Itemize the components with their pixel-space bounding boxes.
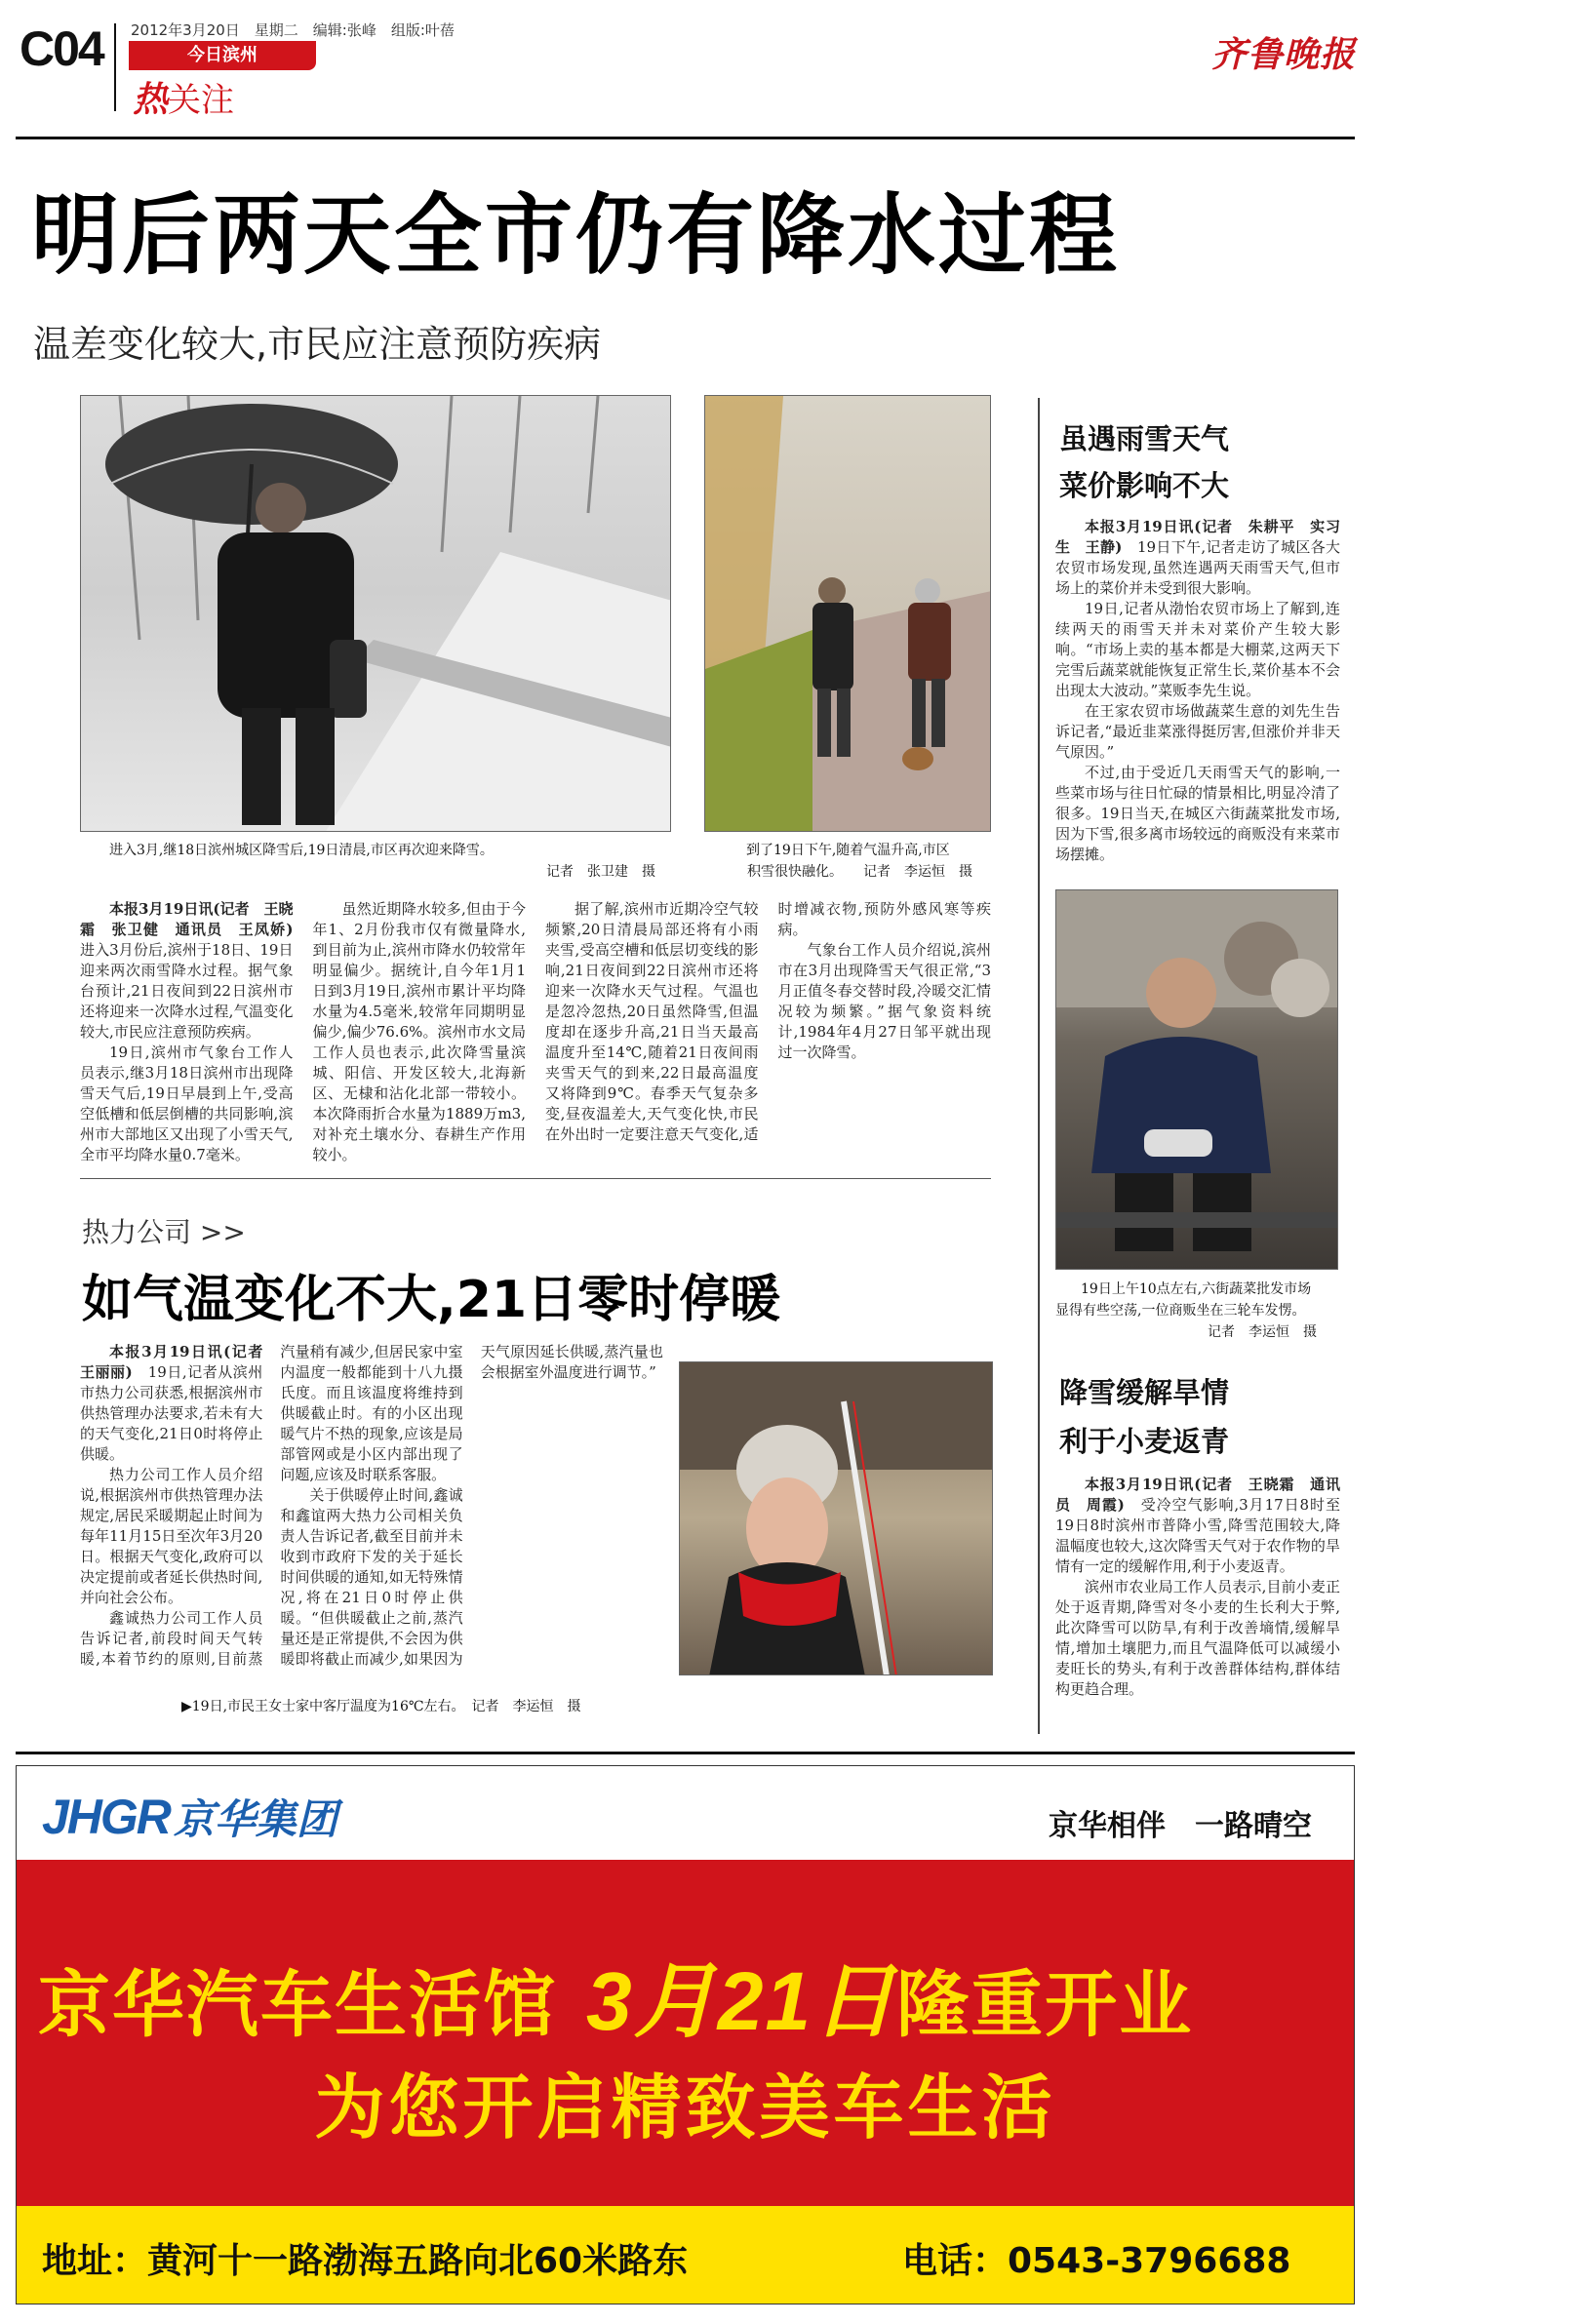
photo3-caption: ▶19日,市民王女士家中客厅温度为16℃左右。 记者 李运恒 摄 [181,1699,581,1714]
content-bottom-rule [16,1752,1355,1754]
main-subhead: 温差变化较大,市民应注意预防疾病 [33,323,602,366]
second-body-paragraph: 关于供暖停止时间,鑫诚和鑫谊两大热力公司相关负责人告诉记者,截至目前并未收到市政府下发的关于延长时间供暖的通知,如无特殊情况,将在21日0时停止供暖。“但供暖截止之前,蒸汽量还是正常提供,不会因为供暖即将截止而减少,如果因为天气原因延长供暖,蒸汽量也会根据室外温度进行调节。” [280,1343,663,1668]
photo-snow-umbrella [80,395,671,832]
vendor-scene-illustration [1056,890,1338,1270]
sidebar-divider [1038,398,1040,1734]
sidebar-story2-lead: 本报3月19日讯(记者 王晓霜 通讯员 周霞) 受冷空气影响,3月17日8时至19日8时滨州市普降小雪,降雪范围较大,降温幅度也较大,这次降雪天气对于农作物的旱情有一定的缓解作用,利于小麦返青。 [1055,1476,1340,1575]
section-tag: 今日滨州 [129,41,316,70]
masthead-logo: 齐鲁晚报 [1211,34,1357,75]
photo4-caption-line2: 显得有些空荡,一位商贩坐在三轮车发愣。 [1055,1303,1306,1319]
ad-logo-latin: JHGR [42,1790,170,1844]
sidebar-story2-body [1055,1475,1340,1738]
couple-scene-illustration [705,396,991,832]
photo1-caption: 进入3月,继18日滨州城区降雪后,19日清晨,市区再次迎来降雪。 [109,843,494,858]
ad-header [17,1766,1354,1860]
snow-scene-illustration [81,396,671,832]
second-headline: 如气温变化不大,21日零时停暖 [82,1271,781,1329]
ad-logo [42,1788,337,1846]
header-divider-vertical [114,23,116,111]
second-kicker: 热力公司 >> [82,1216,246,1248]
photo-thermometer [679,1361,993,1675]
ad-headline-date: 3月21日 [586,1955,897,2047]
column-name-accent: 热 [133,80,169,120]
sidebar-story1-body [1055,517,1340,880]
sidebar-story1-title-line2: 菜价影响不大 [1059,469,1230,502]
advertisement [16,1765,1355,2304]
sidebar-story2-title-line2: 利于小麦返青 [1059,1425,1230,1458]
ad-address: 地址：黄河十一路渤海五路向北60米路东 [42,2241,689,2281]
ad-contact [17,2206,1354,2304]
main-body-paragraph: 虽然近期降水较多,但由于今年1、2月份我市仅有微量降水,到目前为止,滨州市降水仍较常年明显偏少。据统计,自今年1月1日到3月19日,滨州市累计平均降水量为4.5毫米,较常年同期明显偏少,偏少76.6%。滨州市水文局工作人员也表示,此次降雪量滨城、阳信、开发区较大,北海新区、无棣和沾化北部一带较小。本次降雨折合水量为1889万m3,对补充土壤水分、春耕生产作用较小。 [312,900,526,1163]
ad-headline-part2: 隆重开业 [896,1963,1194,2047]
sidebar-story1-lead: 本报3月19日讯(记者 朱耕平 实习生 王静) 19日下午,记者走访了城区各大农贸市场发现,虽然连遇两天雨雪天气,但市场上的菜价并未受到很大影响。 [1055,518,1340,597]
photo4-caption-line1: 19日上午10点左右,六街蔬菜批发市场 [1081,1281,1312,1297]
photo1-credit: 记者 张卫建 摄 [546,864,655,880]
column-name [133,72,235,120]
page-code: C04 [20,21,103,76]
photo2-caption-line1: 到了19日下午,随着气温升高,市区 [746,843,950,858]
photo-vegetable-vendor [1055,889,1338,1270]
sidebar-story1-paragraph: 不过,由于受近几天雨雪天气的影响,一些菜市场与往日忙碌的情景相比,明显冷清了很多。19日当天,在城区六街蔬菜批发市场,因为下雪,很多离市场较远的商贩没有来菜市场摆摊。 [1055,764,1340,863]
main-body [80,899,991,1167]
column-name-text: 关注 [168,81,235,120]
main-headline: 明后两天全市仍有降水过程 [31,184,1120,287]
sidebar-story1-paragraph: 在王家农贸市场做蔬菜生意的刘先生告诉记者,“最近韭菜涨得挺厉害,但涨价并非天气原因。” [1055,702,1340,761]
main-body-lead: 本报3月19日讯(记者 王晓霜 张卫健 通讯员 王凤娇) 进入3月份后,滨州于18日、19日迎来两次雨雪降水过程。据气象台预计,21日夜间到22日滨州市还将迎来一次降水过程,气温变化较大,市民应注意预防疾病。 [80,900,294,1041]
sidebar-story1-title-line1: 虽遇雨雪天气 [1059,422,1230,455]
ad-phone: 电话：0543-3796688 [902,2241,1291,2281]
photo2-caption-line2: 积雪很快融化。 记者 李运恒 摄 [747,864,972,880]
ad-banner [17,1860,1354,2304]
photo-couple-walking [704,395,991,832]
main-body-paragraph: 19日,滨州市气象台工作人员表示,继3月18日滨州市出现降雪天气后,19日早晨到上午,受高空低槽和低层倒槽的共同影响,滨州市大部地区又出现了小雪天气,全市平均降水量0.7毫米。 [80,1044,294,1163]
sidebar-story2-title-line1: 降雪缓解旱情 [1059,1376,1230,1409]
second-body [80,1342,663,1672]
header-meta: 2012年3月20日 星期二 编辑:张峰 组版:叶蓓 [131,21,455,39]
ad-logo-cn: 京华集团 [173,1795,337,1843]
ad-headline-line1 [38,1936,1193,2054]
second-body-lead: 本报3月19日讯(记者 王丽丽) 19日,记者从滨州市热力公司获悉,根据滨州市供热管理办法要求,若未有大的天气变化,21日0时将停止供暖。 [80,1343,278,1463]
ad-slogan: 京华相伴 一路晴空 [1049,1809,1312,1843]
sidebar-story1-paragraph: 19日,记者从渤怡农贸市场上了解到,连续两天的雨雪天并未对菜价产生较大影响。“市场上卖的基本都是大棚菜,这两天下完雪后蔬菜就能恢复正常生长,菜价基本不会出现太大波动。”菜贩李先生说。 [1055,600,1340,699]
main-body-paragraph: 据了解,滨州市近期冷空气较频繁,20日清晨局部还将有小雨夹雪,受高空槽和低层切变线的影响,21日夜间到22日滨州市还将迎来一次降水天气过程。气温也是忽冷忽热,20日虽然降雪,但温度却在逐步升高,21日当天最高温度升至14℃,随着21日夜间雨夹雪天气的到来,22日最高温度又将降到9℃。春季天气复杂多变,昼夜温差大,天气变化快,市民在外出时一定要注意天气变化,适时增减衣物,预防外感风寒等疾病。 [545,900,991,1143]
ad-headline-part1: 京华汽车生活馆 [38,1963,557,2047]
section-divider [80,1178,991,1179]
thermometer-scene-illustration [680,1362,993,1675]
photo4-credit: 记者 李运恒 摄 [1208,1324,1317,1340]
ad-headline-line2: 为您开启精致美车生活 [314,2067,1056,2148]
main-body-paragraph: 气象台工作人员介绍说,滨州市在3月出现降雪天气很正常,“3月正值冬春交替时段,冷暖交汇情况较为频繁。”据气象资料统计,1984年4月27日邹平就出现过一次降雪。 [777,941,991,1061]
sidebar-story2-paragraph: 滨州市农业局工作人员表示,目前小麦正处于返青期,降雪对冬小麦的生长利大于弊,此次降雪可以防旱,有利于改善墒情,缓解旱情,增加土壤肥力,而且气温降低可以减缓小麦旺长的势头,有利于改善群体结构,群体结构更趋合理。 [1055,1578,1340,1698]
second-body-paragraph: 鑫诚热力公司工作人员告诉记者,前段时间天气转暖,本着节约的原则,目前蒸汽量稍有减少,但居民家中室内温度一般都能到十八九摄氏度。而且该温度将维持到供暖截止时。有的小区出现暖气片不热的现象,应该是局部管网或是小区内部出现了问题,应该及时联系客服。 [80,1343,463,1668]
second-body-paragraph: 热力公司工作人员介绍说,根据滨州市供热管理办法规定,居民采暖期起止时间为每年11月15日至次年3月20日。根据天气变化,政府可以决定提前或者延长供热时间,并向社会公布。 [80,1466,263,1606]
header-rule [16,137,1355,139]
